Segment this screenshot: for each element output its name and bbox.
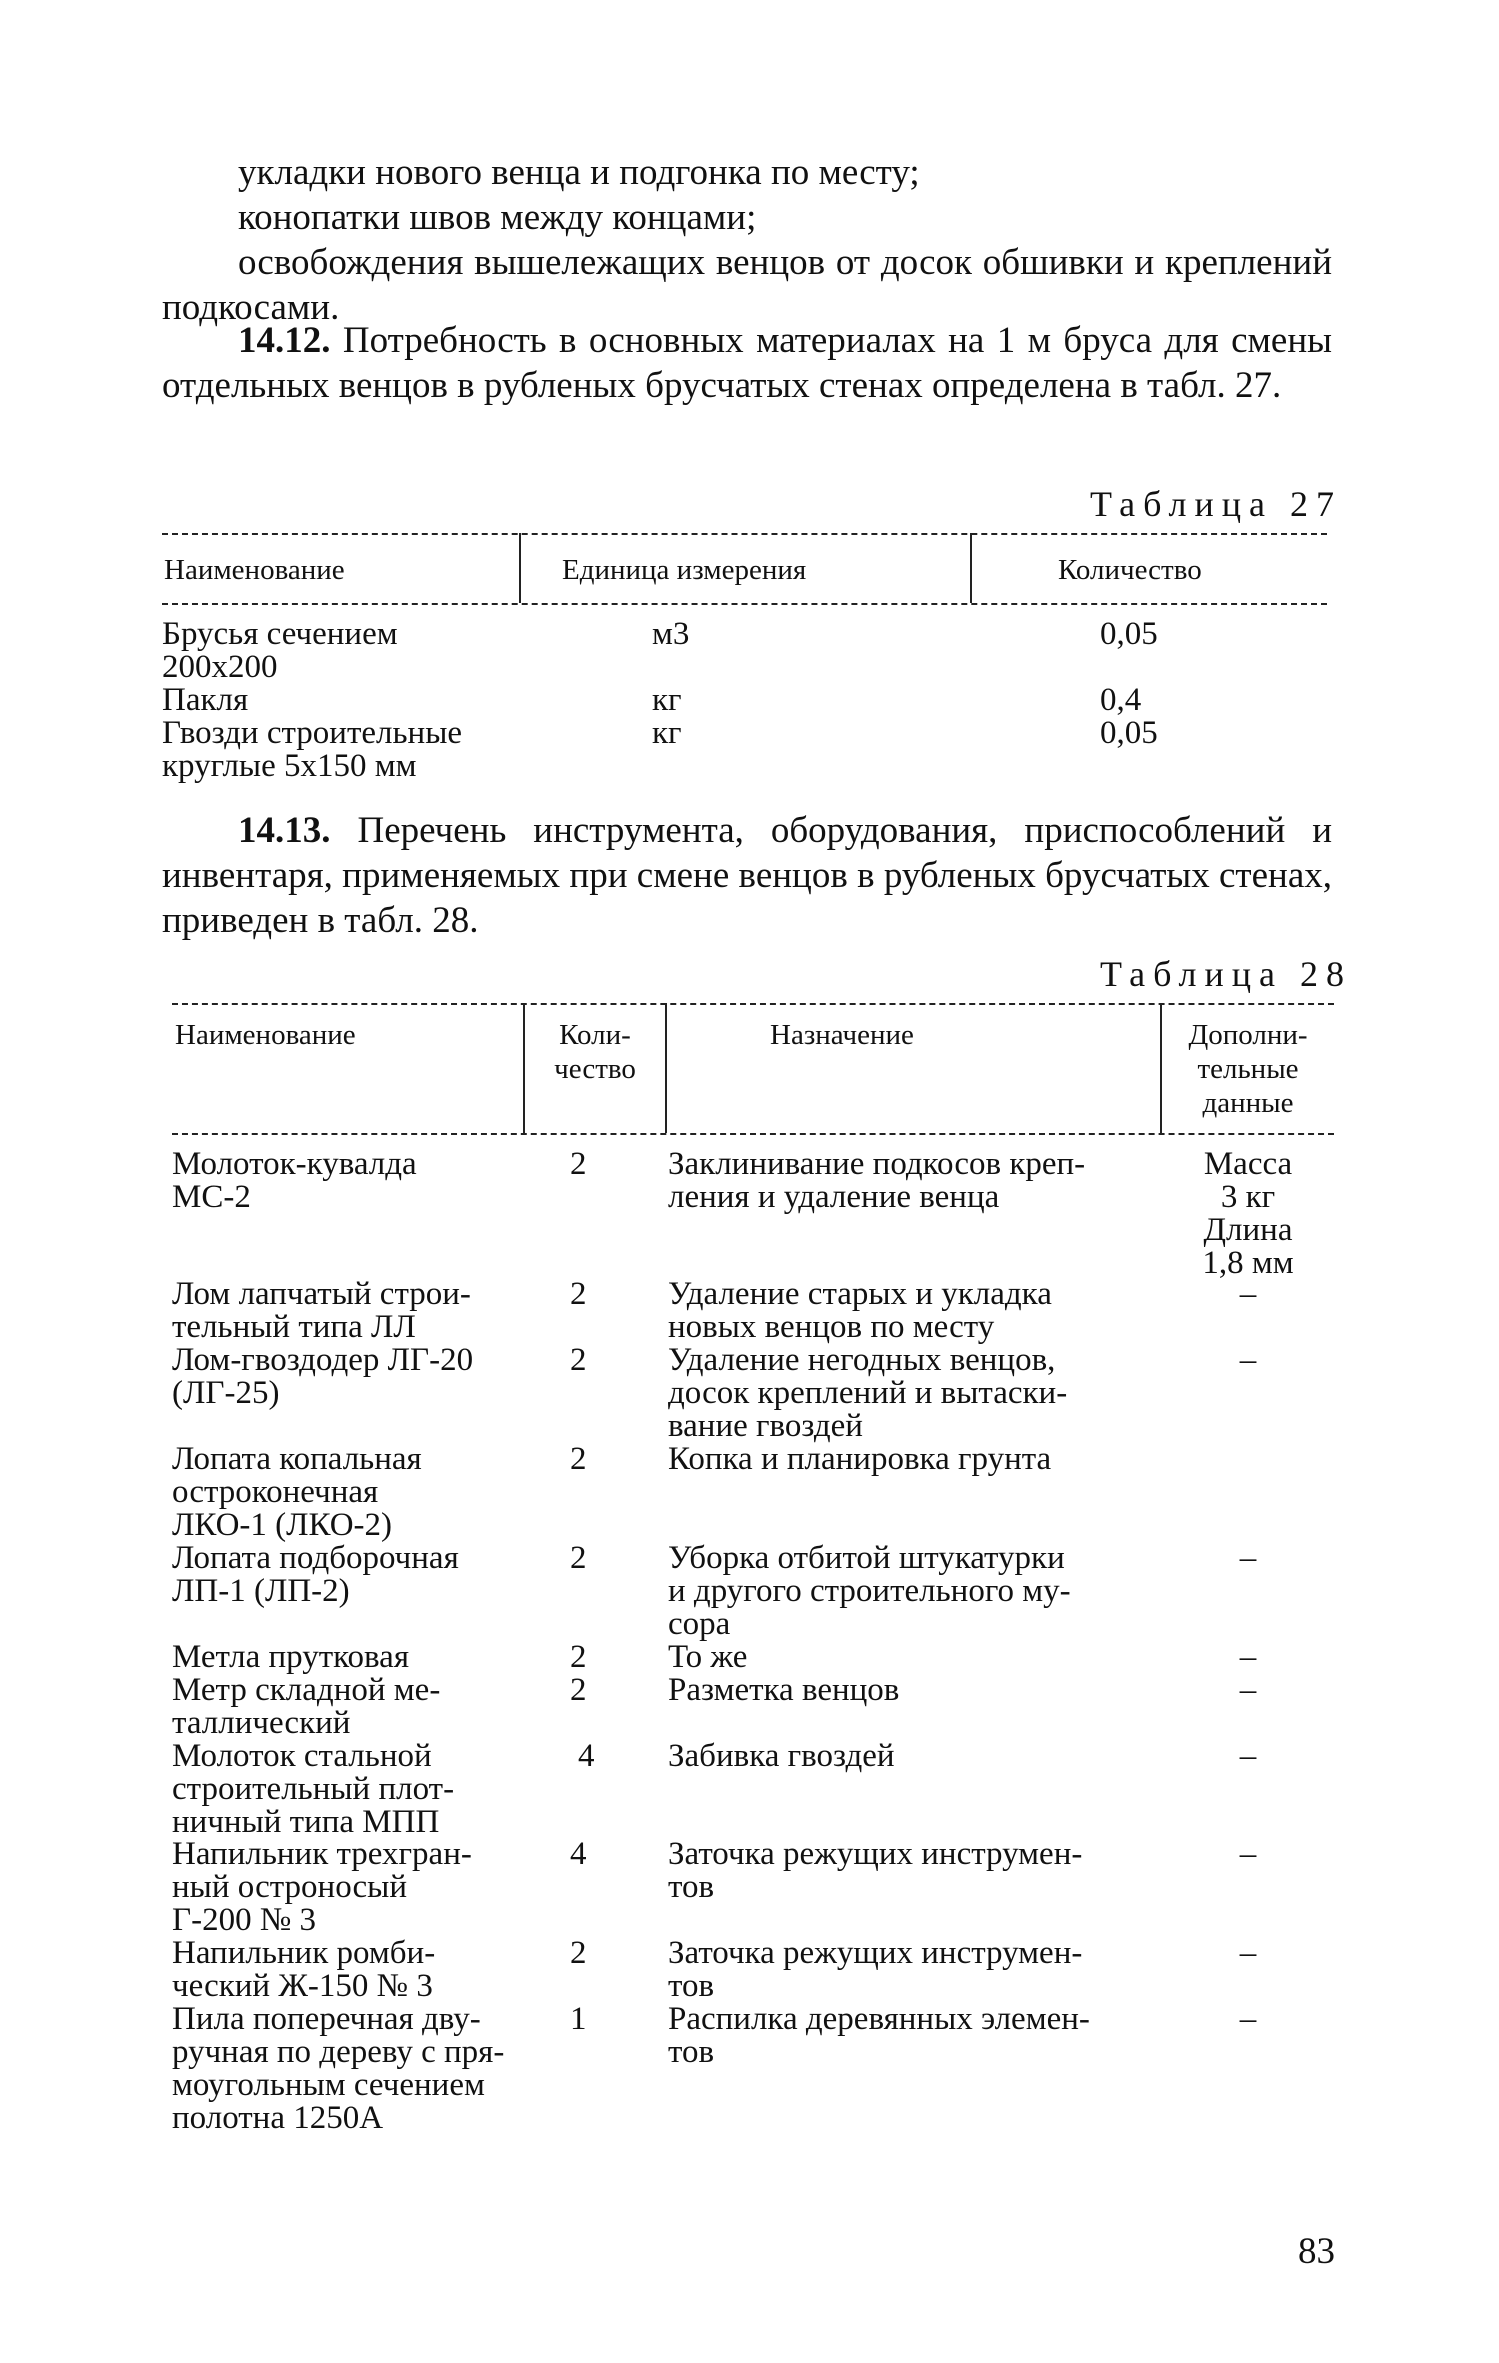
page-number: 83 (1298, 2231, 1335, 2272)
purpose-line: досок креплений и вытаски- (668, 1375, 1068, 1411)
purpose-line: ления и удаление венца (668, 1179, 1000, 1215)
table28-header-qty (526, 1018, 664, 1086)
name-line: ничный типа МПП (172, 1804, 440, 1840)
name-line: Лом-гвоздодер ЛГ-20 (172, 1342, 474, 1378)
table28-header-extra-line: Дополни- (1188, 1019, 1308, 1051)
extra-line: 3 кг (1220, 1179, 1276, 1215)
table28-cell-extra: – (1239, 1836, 1257, 1872)
name-line: строительный плот- (172, 1771, 455, 1807)
table28-cell-extra: – (1239, 1639, 1257, 1675)
table27-header-name: Наименование (164, 554, 345, 586)
name-line: ческий Ж-150 № 3 (172, 1968, 433, 2004)
table28-cell-purpose (668, 1278, 1052, 1344)
purpose-line: тов (668, 2034, 715, 2070)
intro-line-1: укладки нового венца и подгонка по месту; (238, 152, 920, 193)
purpose-line: То же (668, 1639, 748, 1675)
name-line: Г-200 № 3 (172, 1902, 317, 1938)
table27-cell-unit: кг (652, 682, 682, 718)
purpose-line: Уборка отбитой штукатурки (668, 1540, 1065, 1576)
table28-cell-name (172, 1937, 435, 2003)
name-line: ный остроносый (172, 1869, 407, 1905)
purpose-line: Удаление старых и укладка (668, 1276, 1052, 1312)
purpose-line: Копка и планировка грунта (668, 1441, 1052, 1477)
name-line: таллический (172, 1705, 351, 1741)
table27-caption: Таблица 27 (1090, 484, 1342, 524)
purpose-line: Заточка режущих инструмен- (668, 1836, 1083, 1872)
name-line: ЛП-1 (ЛП-2) (172, 1573, 350, 1609)
table28-cell-extra: – (1239, 2001, 1257, 2037)
extra-line: Масса (1203, 1146, 1293, 1182)
table27-header-unit: Единица измерения (562, 554, 807, 586)
table28-cell-purpose (668, 2003, 1090, 2069)
purpose-line: Заклинивание подкосов креп- (668, 1146, 1086, 1182)
table28-cell-extra: – (1239, 1935, 1257, 1971)
purpose-line: вание гвоздей (668, 1408, 863, 1444)
table28-header-extra (1163, 1018, 1333, 1120)
table27-cell-qty: 0,05 (1100, 715, 1158, 751)
table28-cell-name (172, 1641, 409, 1674)
table27-header-rule (162, 603, 1327, 605)
table27-cell-name: Брусья сечением (162, 616, 398, 652)
table28-cell-name (172, 1278, 471, 1344)
table28-header-rule (172, 1133, 1334, 1135)
paragraph-number: 14.13. (238, 810, 331, 851)
table28-cell-qty: 1 (570, 2001, 587, 2037)
table28-caption: Таблица 28 (1100, 954, 1352, 994)
table28-cell-extra (1163, 1148, 1333, 1280)
purpose-line: тов (668, 1968, 715, 2004)
name-line: Напильник трехгран- (172, 1836, 472, 1872)
purpose-line: Распилка деревянных элемен- (668, 2001, 1090, 2037)
name-line: (ЛГ-25) (172, 1375, 280, 1411)
table28-cell-name (172, 1443, 422, 1542)
table28-cell-extra: – (1239, 1672, 1257, 1708)
name-line: Лопата подборочная (172, 1540, 459, 1576)
table27-cell-name-2: круглые 5x150 мм (162, 748, 417, 784)
name-line: ЛКО-1 (ЛКО-2) (172, 1507, 393, 1543)
table28-cell-qty: 4 (570, 1836, 587, 1872)
table27-cell-name-2: 200x200 (162, 649, 278, 685)
name-line: тельный типа ЛЛ (172, 1309, 416, 1345)
name-line: Пила поперечная дву- (172, 2001, 481, 2037)
table28-cell-extra: – (1239, 1540, 1257, 1576)
name-line: остроконечная (172, 1474, 379, 1510)
name-line: ручная по дереву с пря- (172, 2034, 505, 2070)
table28-col-divider-3 (1160, 1003, 1162, 1133)
extra-line: 1,8 мм (1202, 1245, 1294, 1281)
table28-cell-name (172, 1838, 472, 1937)
name-line: Метр складной ме- (172, 1672, 441, 1708)
table28-cell-name (172, 1674, 440, 1740)
table28-cell-qty: 2 (570, 1276, 587, 1312)
table27-top-rule (162, 533, 1327, 535)
purpose-line: сора (668, 1606, 731, 1642)
table28-col-divider-2 (665, 1003, 667, 1133)
name-line: моугольным сечением (172, 2067, 485, 2103)
table28-cell-name (172, 1542, 459, 1608)
table28-cell-name (172, 1148, 417, 1214)
table28-cell-purpose (668, 1641, 747, 1674)
paragraph-text: Потребность в основных материалах на 1 м бруса для смены отдельных венцов в рубленых брусчатых стенах определена в табл. 27. (162, 320, 1333, 406)
table28-cell-qty: 2 (570, 1441, 587, 1477)
table27-cell-qty: 0,05 (1100, 616, 1158, 652)
intro-line-3: освобождения вышележащих венцов от досок обшивки и креплений подкосами. (162, 242, 1332, 328)
table28-cell-qty: 2 (570, 1935, 587, 1971)
table28-cell-qty: 2 (570, 1540, 587, 1576)
table28-cell-name (172, 1740, 454, 1839)
table28-cell-purpose (668, 1674, 899, 1707)
name-line: Лопата копальная (172, 1441, 422, 1477)
table28-cell-purpose (668, 1542, 1071, 1641)
table28-cell-extra: – (1239, 1276, 1257, 1312)
table27-header-qty: Количество (1058, 554, 1202, 586)
extra-line: Длина (1203, 1212, 1293, 1248)
table27-cell-name: Пакля (162, 682, 249, 718)
purpose-line: Удаление негодных венцов, (668, 1342, 1056, 1378)
table27-cell-unit: м3 (652, 616, 690, 652)
purpose-line: и другого строительного му- (668, 1573, 1071, 1609)
table28-cell-purpose (668, 1740, 895, 1773)
table28-cell-qty: 2 (570, 1672, 587, 1708)
table28-cell-qty: 4 (578, 1738, 595, 1774)
table27-cell-qty: 0,4 (1100, 682, 1142, 718)
table28-header-extra-line: тельные (1197, 1053, 1299, 1085)
paragraph-number: 14.12. (238, 320, 331, 361)
table28-cell-extra: – (1239, 1738, 1257, 1774)
purpose-line: Разметка венцов (668, 1672, 900, 1708)
name-line: Лом лапчатый строи- (172, 1276, 471, 1312)
table28-cell-purpose (668, 1838, 1082, 1904)
table28-cell-purpose (668, 1344, 1067, 1443)
table28-cell-purpose (668, 1443, 1051, 1476)
table28-header-qty-line: Коли- (559, 1019, 631, 1051)
table28-header-purpose: Назначение (770, 1019, 914, 1051)
purpose-line: Заточка режущих инструмен- (668, 1935, 1083, 1971)
table27-cell-name: Гвозди строительные (162, 715, 463, 751)
table27-col-divider-1 (519, 533, 521, 603)
table28-header-extra-line: данные (1202, 1087, 1294, 1119)
name-line: Метла прутковая (172, 1639, 409, 1675)
name-line: Напильник ромби- (172, 1935, 436, 1971)
purpose-line: Забивка гвоздей (668, 1738, 895, 1774)
table28-cell-qty: 2 (570, 1342, 587, 1378)
table27-col-divider-2 (970, 533, 972, 603)
name-line: полотна 1250А (172, 2100, 384, 2136)
table28-cell-name (172, 1344, 473, 1410)
table28-cell-purpose (668, 1148, 1085, 1214)
purpose-line: тов (668, 1869, 715, 1905)
name-line: Молоток стальной (172, 1738, 432, 1774)
paragraph-14-12 (162, 318, 1332, 408)
purpose-line: новых венцов по месту (668, 1309, 995, 1345)
name-line: МС-2 (172, 1179, 251, 1215)
intro-line-2: конопатки швов между концами; (238, 197, 757, 238)
intro-text (162, 150, 1332, 330)
table27-cell-unit: кг (652, 715, 682, 751)
table28-header-qty-line: чество (554, 1053, 636, 1085)
name-line: Молоток-кувалда (172, 1146, 417, 1182)
paragraph-14-13 (162, 808, 1332, 943)
table28-cell-qty: 2 (570, 1146, 587, 1182)
paragraph-text: Перечень инструмента, оборудования, приспособлений и инвентаря, применяемых при смене венцов в рубленых брусчатых стенах, приведен в табл. 28. (162, 810, 1333, 941)
table28-cell-qty: 2 (570, 1639, 587, 1675)
table28-cell-extra: – (1239, 1342, 1257, 1378)
table28-col-divider-1 (523, 1003, 525, 1133)
table28-cell-purpose (668, 1937, 1082, 2003)
table28-header-name: Наименование (175, 1019, 356, 1051)
table28-cell-name (172, 2003, 504, 2135)
